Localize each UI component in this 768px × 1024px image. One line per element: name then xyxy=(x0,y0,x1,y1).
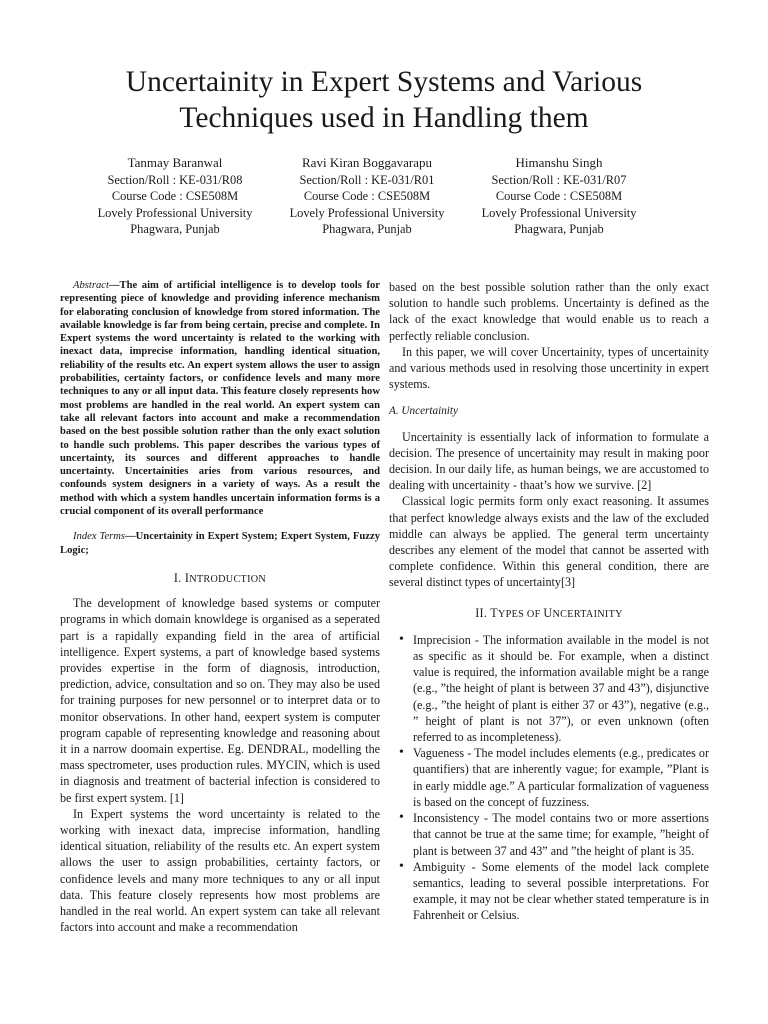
index-terms-lead: Index Terms xyxy=(73,531,126,543)
intro-paragraph-1: The development of knowledge based systems or computer programs in which domain knowldege is organised as a seperated part is a rapidally expanding field in the area of artificial intelligence. Expert systems, a part of knowledge based systems provides expertise in the form of diagnosis, introduction, prediction, advice, consultation and so on. They may also be used for training purposes for new personnel or to interpret data or to monitor observations. In other hand, eexpert system is computer program capable of representing knowledge and reasoning about it in a narrow doomain expertise. Eg. DENDRAL, modelling the mass spectrometer, uses production rules. MYCIN, which is used in diagnosis and treatment of bacterial infection is considered to be first expert system. [1] xyxy=(60,596,380,805)
subsection-heading-uncertainity: A. Uncertainity xyxy=(389,405,458,418)
list-item: • Inconsistency - The model contains two or more assertions that cannot be true at the same time; for example, ”height of plant is between 37 and 43” and ”the height of plant is 35. xyxy=(413,810,709,859)
author-name: Tanmay Baranwal xyxy=(127,155,223,170)
author-block-1 xyxy=(70,155,280,237)
section-heading-introduction xyxy=(60,570,380,588)
intro-continuation: based on the best possible solution rather than the only exact solution to handle such problems. Uncertainty is defined as the lack of the exact knowledge that would enable us to reach a perfectly reliable conclusion. xyxy=(389,280,709,343)
section-heading-initial: U xyxy=(543,605,553,620)
uncertainity-paragraph-2: Classical logic permits form only exact reasoning. It assumes that perfect knowledge always exists and the law of the excluded middle can always be applied. The general term uncertainty describes any element of the model that cannot be asserted with complete confidence. Within this general condition, there are several distinct types of uncertainty[3] xyxy=(389,494,709,590)
author-block-2 xyxy=(262,155,472,237)
abstract-lead: Abstract xyxy=(73,280,109,291)
author-name: Himanshu Singh xyxy=(515,155,603,170)
intro-paragraph-3: In this paper, we will cover Uncertainity, types of uncertainity and various methods used in resolving those uncertinity in expert systems. xyxy=(389,344,709,392)
author-location: Phagwara, Punjab xyxy=(130,221,220,236)
section-numeral: II. xyxy=(475,605,488,620)
paper-title xyxy=(60,64,708,136)
author-block-3 xyxy=(454,155,664,237)
author-location: Phagwara, Punjab xyxy=(514,221,604,236)
author-university: Lovely Professional University xyxy=(97,205,253,220)
index-terms-text: —Uncertainity in Expert System; Expert System, Fuzzy Logic; xyxy=(60,531,380,556)
author-roll: Section/Roll : KE-031/R07 xyxy=(491,173,627,188)
uncertainity-paragraph-1: Uncertainity is essentially lack of information to formulate a decision. The presence of uncertainity may result in making poor decision. In our daily life, as human beings, we are accustomed to dealing with uncertainity - thaat’s how we survive. [2] xyxy=(389,429,709,493)
author-roll: Section/Roll : KE-031/R08 xyxy=(107,173,243,188)
author-university: Lovely Professional University xyxy=(289,205,445,220)
right-column xyxy=(389,279,709,924)
section-heading-rest: YPES OF xyxy=(497,608,544,620)
list-item: • Vagueness - The model includes elements (e.g., predicates or quantifiers) that are inherently vague; for example, ”Plant is in early middle age.” A particular formalization of vagueness is based on the concept of fuzziness. xyxy=(413,745,709,810)
author-location: Phagwara, Punjab xyxy=(322,221,412,236)
title-line-1: Uncertainity in Expert Systems and Various xyxy=(125,66,643,98)
section-heading-rest: NCERTAINITY xyxy=(552,608,623,620)
uncertainty-types-list xyxy=(389,632,709,924)
section-heading-rest: NTRODUCTION xyxy=(189,573,267,585)
author-university: Lovely Professional University xyxy=(481,205,637,220)
title-line-2: Techniques used in Handling them xyxy=(179,102,589,134)
author-roll: Section/Roll : KE-031/R01 xyxy=(299,173,435,188)
list-item: • Ambiguity - Some elements of the model lack complete semantics, leading to several possible interpretations. For example, it may not be clear whether stated temperature is in Fahrenheit or Celsius. xyxy=(413,859,709,924)
section-heading-types xyxy=(389,605,709,623)
index-terms xyxy=(60,530,380,557)
intro-paragraph-2: In Expert systems the word uncertainty is related to the working with inexact data, imprecise information, handling identical situation, reliability of the results etc. An expert system allows the user to assign probabilities, certainty factors, or confidence levels and many more techniques to any or all input data. This feature closely represents how most problems are handled in the real world. An expert system can take all relevant factors into account and make a recommendation xyxy=(60,806,380,935)
author-course: Course Code : CSE508M xyxy=(303,189,431,204)
section-heading-initial: I xyxy=(184,570,190,585)
left-column xyxy=(60,279,380,935)
abstract xyxy=(60,279,380,518)
list-item: • Imprecision - The information available in the model is not as specific as it should be. For example, when a distinct value is required, the information available might be a range (e.g., ”the height of plant is between 37 and 43”), disjunctive (e.g., ”the height of plant is either 37 or 43”), negative (e.g., ” height of plant is not 37”), or even unknown (often referred to as incompleteness). xyxy=(413,632,709,745)
author-name: Ravi Kiran Boggavarapu xyxy=(302,155,432,170)
author-course: Course Code : CSE508M xyxy=(111,189,239,204)
abstract-text: —The aim of artificial intelligence is to develop tools for representing piece of knowledge and providing inference mechanism for elaborating conclusion of knowledge from stored information. The available knowledge is far from being certain, precise and complete. In Expert systems the word uncertainty is related to the working with inexact data, imprecise information, handling identical situation, reliability of the results etc. An expert system allows the user to assign probabilities, certainty factors, or confidence levels and many more techniques to any or all input data. This feature closely represents how most problems are handled in the real world. An expert system can take all relevant factors into account and make a recommendation based on the best possible solution rather than the only exact solution to handle such problems. This paper describes the various types of uncertainty, its sources and different approaches to handle uncertainty. Uncertainities aries from various resources, and confounds system designers in a variety of ways. As a result the method with which a system handles uncertain information forms is a crucial component of its overall performance xyxy=(60,280,380,518)
author-course: Course Code : CSE508M xyxy=(495,189,623,204)
section-numeral: I. xyxy=(173,570,182,585)
section-heading-initial: T xyxy=(490,605,498,620)
